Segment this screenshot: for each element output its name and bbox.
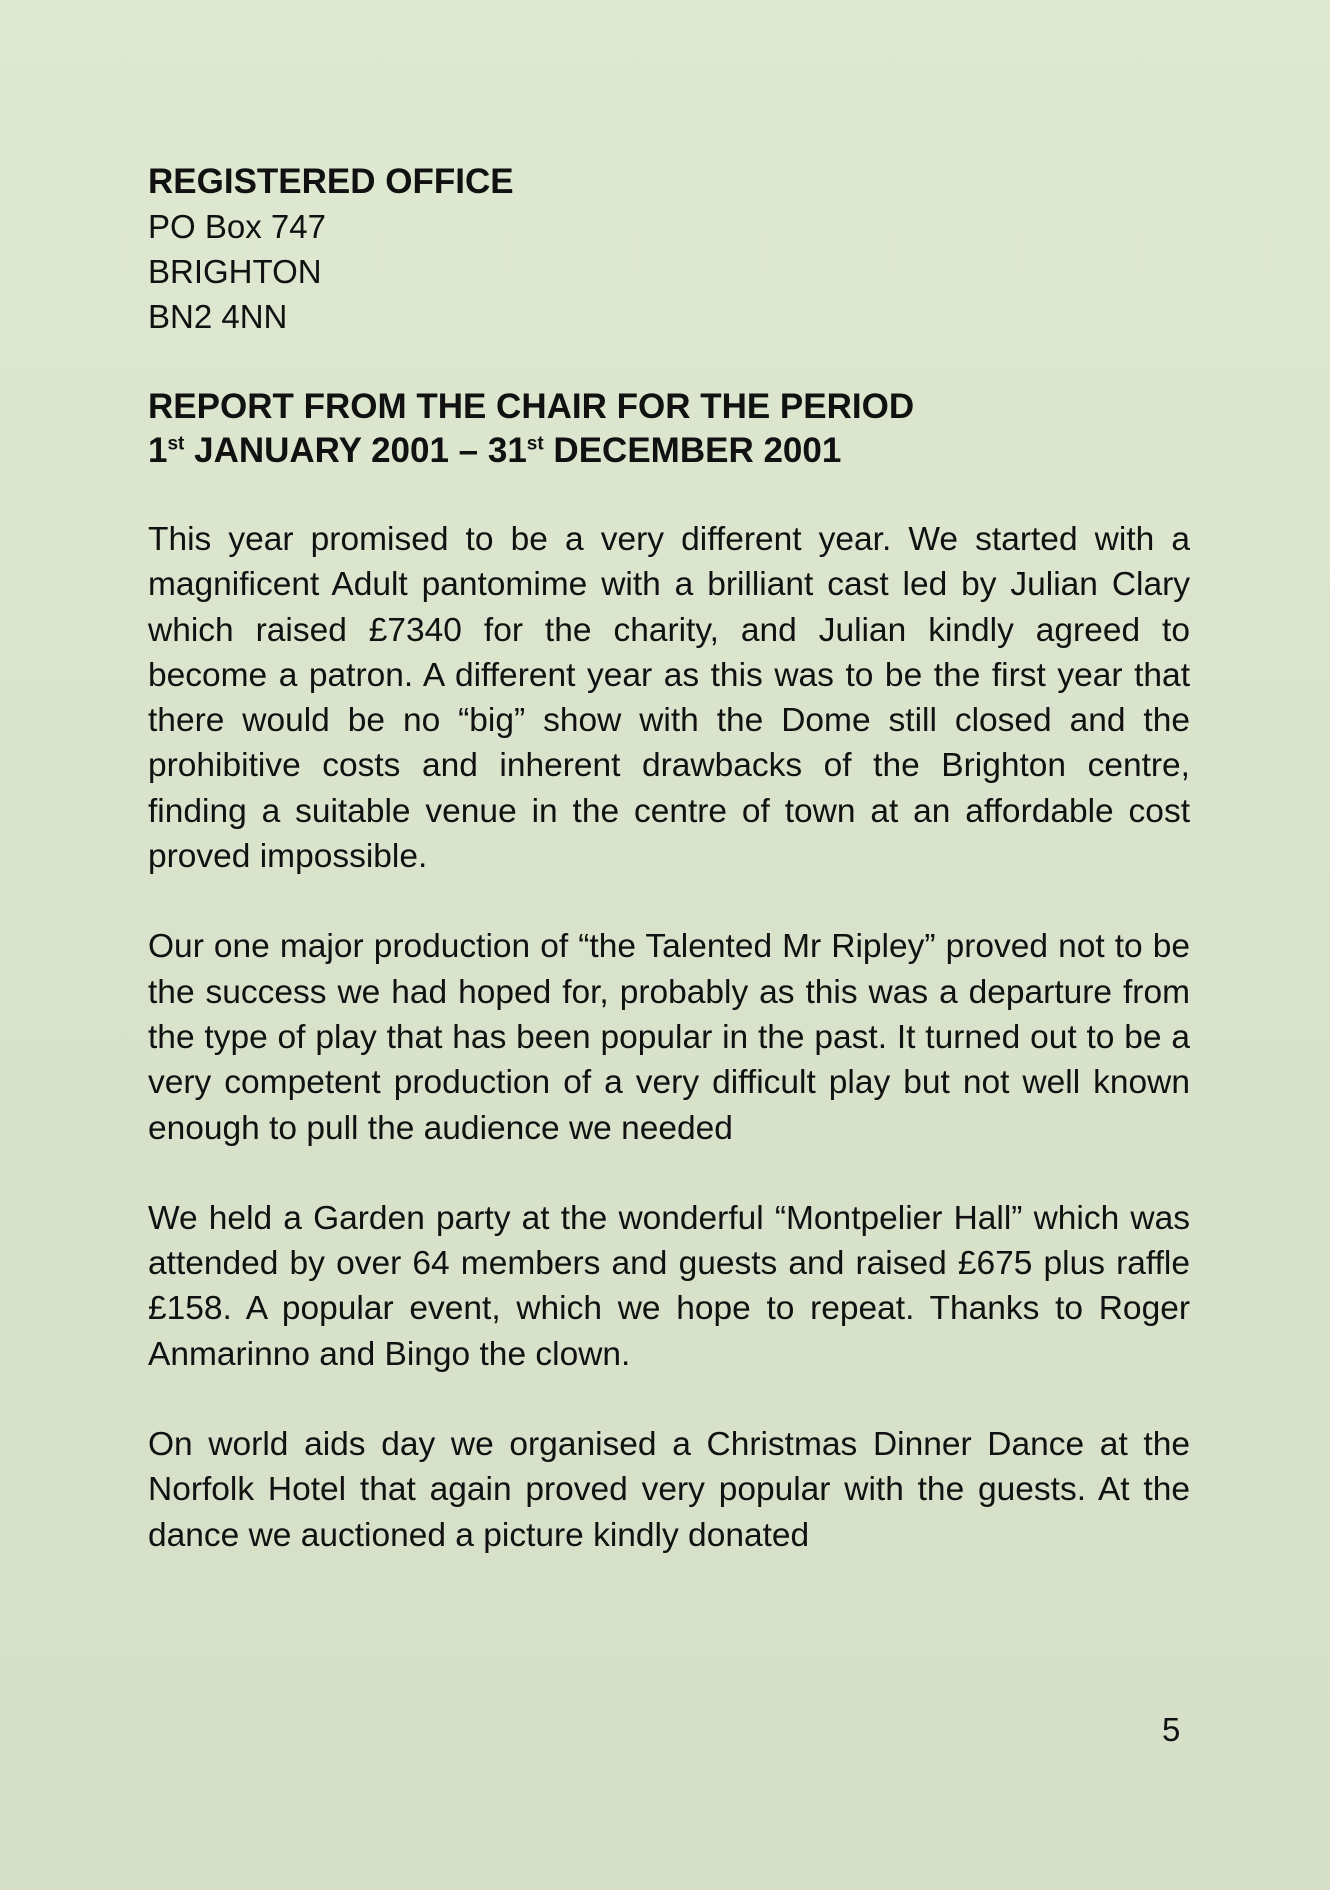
period-end-rest: DECEMBER 2001 xyxy=(543,431,842,470)
period-start-rest: JANUARY 2001 – xyxy=(184,431,488,470)
period-start-day: 1 xyxy=(148,431,168,470)
report-title-line-1: REPORT FROM THE CHAIR FOR THE PERIOD xyxy=(148,387,915,426)
paragraph-talented-mr-ripley: Our one major production of “the Talented Mr Ripley” proved not to be the success we had hoped for, probably as this was a departure from the type of play that has been popular in the past. It turned out to be a very competent production of a very difficult play but not well known enough to pull the audience we needed xyxy=(148,928,1190,1147)
report-title xyxy=(148,385,1190,473)
period-end-day: 31 xyxy=(487,431,527,470)
period-start-suffix: st xyxy=(167,433,185,455)
address-line-po-box: PO Box 747 xyxy=(148,208,326,245)
address-line-town: BRIGHTON xyxy=(148,253,322,290)
paragraph-dinner-dance: On world aids day we organised a Christmas Dinner Dance at the Norfolk Hotel that again proved very popular with the guests. At the dance we auctioned a picture kindly donated xyxy=(148,1426,1190,1554)
paragraph-garden-party: We held a Garden party at the wonderful “Montpelier Hall” which was attended by over 64 members and guests and raised £675 plus raffle £158. A popular event, which we hope to repeat. Thanks to Roger Anmarinno and Bingo the clown. xyxy=(148,1199,1190,1373)
page-number: 5 xyxy=(1162,1711,1181,1748)
registered-office-heading: REGISTERED OFFICE xyxy=(148,162,514,201)
paragraph-pantomime: This year promised to be a very different year. We started with a magnificent Adult pantomime with a brilliant cast led by Julian Clary which raised £7340 for the charity, and Julian kindly agreed to become a patron. A different year as this was to be the first year that there would be no “big” show with the Dome still closed and the prohibitive costs and inherent drawbacks of the Brighton centre, finding a suitable venue in the centre of town at an affordable cost proved impossible. xyxy=(148,521,1190,876)
report-title-line-2 xyxy=(148,429,1190,473)
page-content xyxy=(148,160,1190,1558)
period-end-suffix: st xyxy=(526,433,544,455)
address-line-postcode: BN2 4NN xyxy=(148,298,288,335)
registered-office-block xyxy=(148,160,1190,339)
